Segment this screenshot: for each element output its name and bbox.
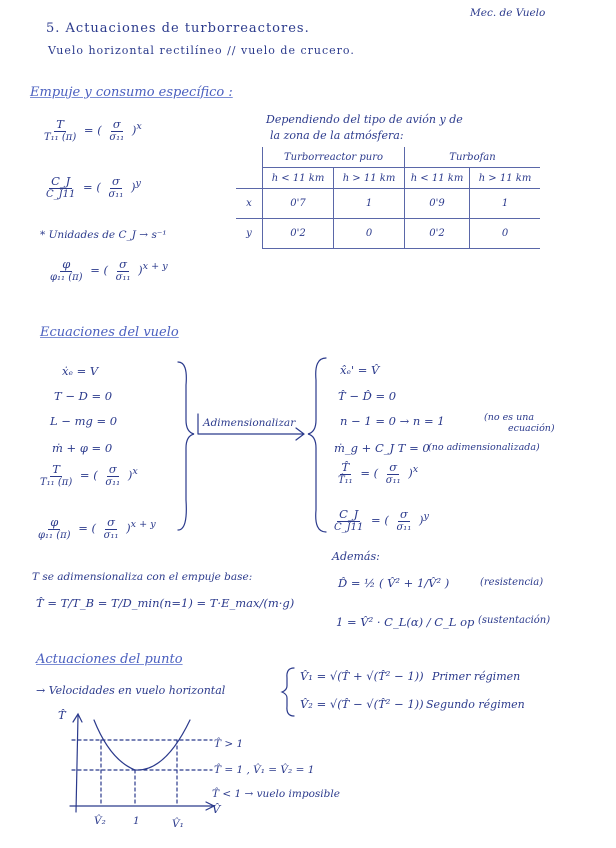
table-cell: 0 [334, 219, 405, 249]
eq-drag: D̂ = ½ ( V̂² + 1/V̂² ) [338, 576, 450, 590]
graph-tick-v2: V̂₂ [94, 815, 106, 827]
page-subtitle: Vuelo horizontal rectilíneo // vuelo de crucero. [48, 44, 355, 57]
eq-left-4: ṁ + φ = 0 [52, 441, 113, 455]
v2-regime: Segundo régimen [426, 698, 525, 711]
eq-thrust-ratio: $\frac{T}{\text{T₁₁ (π)}}$ = ( $\frac{\sigma}{\text{σ₁₁}}$ )$^x$ [44, 117, 142, 144]
eq-right-3: n − 1 = 0 → n = 1 [340, 414, 445, 428]
table-cell: 0'2 [405, 219, 470, 249]
table-row-label: y [236, 219, 263, 249]
eq-left-fuel: $\frac{\varphi}{\text{φ₁₁ (π)}}$ = ( $\frac{\sigma}{\text{σ₁₁}}$ )$^{x + y}$ [38, 515, 156, 542]
table-col-header: h < 11 km [263, 168, 334, 189]
drag-note: (resistencia) [480, 577, 544, 588]
graph-tick-1: 1 [133, 815, 140, 827]
base-thrust-note: T se adimensionaliza con el empuje base: [32, 571, 253, 583]
v1-regime: Primer régimen [432, 670, 521, 683]
units-note: * Unidades de C_J → s⁻¹ [40, 229, 167, 241]
eq-right-1: x̂ₑ' = V̂ [340, 363, 380, 377]
section-ecuaciones: Ecuaciones del vuelo [40, 325, 179, 340]
table-cell: 0'2 [263, 219, 334, 249]
eq-right-consumption: $\frac{C\_J}{C\_J11}$ = ( $\frac{\sigma}{\text{σ₁₁}}$ )$^y$ [334, 507, 429, 534]
eq-left-thrust: $\frac{T}{\text{T₁₁ (π)}}$ = ( $\frac{\sigma}{\text{σ₁₁}}$ )$^x$ [40, 462, 138, 489]
right-equations-brace [308, 358, 326, 532]
eq-right-4: ṁ_g + C_J T = 0 [334, 441, 430, 455]
table-cell: 1 [470, 189, 541, 219]
graph-y-axis [76, 716, 78, 812]
table-cell: 0'9 [405, 189, 470, 219]
table-col-header: h > 11 km [470, 168, 541, 189]
eq-lift: 1 = V̂² · C_L(α) / C_L op [336, 615, 475, 629]
left-equations-brace [178, 362, 194, 530]
eq-base-thrust: T̂ = T/T_B = T/D_min(n=1) = T·E_max/(m·g) [36, 596, 295, 610]
eq-left-2: T − D = 0 [54, 389, 113, 403]
eq-fuel-flow-ratio: $\frac{\varphi}{\text{φ₁₁ (π)}}$ = ( $\frac{\sigma}{\text{σ₁₁}}$ )$^{x + y}$ [50, 257, 168, 284]
table-cell: 1 [334, 189, 405, 219]
eq-v2: V̂₂ = √(T̂ − √(T̂² − 1)) [300, 697, 424, 711]
table-col-header: h > 11 km [334, 168, 405, 189]
velocidades-label: → Velocidades en vuelo horizontal [36, 684, 226, 697]
eq-right-2: T̂ − D̂ = 0 [338, 389, 397, 403]
note-not-equation: (no es una [484, 412, 534, 423]
eq-left-1: ẋₑ = V [62, 364, 99, 378]
graph-label-lt: T̂ < 1 → vuelo imposible [212, 788, 340, 800]
note-not-equation-2: ecuación) [508, 423, 555, 434]
section-actuaciones: Actuaciones del punto [36, 652, 183, 667]
graph-label-eq: T̂ = 1 , V̂₁ = V̂₂ = 1 [214, 764, 315, 776]
graph-label-gt: T̂ > 1 [214, 738, 244, 750]
adimensionalizar-arrow-icon [198, 414, 304, 440]
eq-v1: V̂₁ = √(T̂ + √(T̂² − 1)) [300, 669, 424, 683]
eq-right-thrust: $\frac{T̂}{\text{T̂₁₁}}$ = ( $\frac{\sigma}{\text{σ₁₁}}$ )$^x$ [338, 460, 419, 487]
graph-tick-v1: V̂₁ [172, 818, 184, 830]
table-group-turbofan: Turbofan [405, 147, 541, 168]
dependence-note-1: Dependiendo del tipo de avión y de [266, 113, 463, 126]
thrust-curve [94, 720, 190, 770]
table-cell: 0 [470, 219, 541, 249]
table-col-header: h < 11 km [405, 168, 470, 189]
course-name: Mec. de Vuelo [470, 7, 546, 19]
page-title: 5. Actuaciones de turborreactores. [46, 21, 310, 36]
eq-left-3: L − mg = 0 [50, 414, 118, 428]
table-group-turborreactor: Turborreactor puro [263, 147, 405, 168]
lift-note: (sustentación) [478, 615, 551, 626]
note-not-dimensionless: (no adimensionalizada) [428, 442, 540, 453]
section-empuje: Empuje y consumo específico : [30, 85, 233, 100]
dependence-note-2: la zona de la atmósfera: [270, 129, 404, 142]
ademas-label: Además: [332, 550, 380, 563]
graph-y-axis-label: T̂ [58, 708, 66, 722]
velocities-brace [282, 668, 294, 716]
arrow-label: Adimensionalizar [203, 417, 296, 429]
graph-x-axis-label: V̂ [212, 802, 221, 816]
table-cell: 0'7 [263, 189, 334, 219]
table-row-label: x [236, 189, 263, 219]
eq-consumption-ratio: $\frac{C\_J}{C\_J11}$ = ( $\frac{\sigma}{\text{σ₁₁}}$ )$^y$ [46, 174, 141, 201]
